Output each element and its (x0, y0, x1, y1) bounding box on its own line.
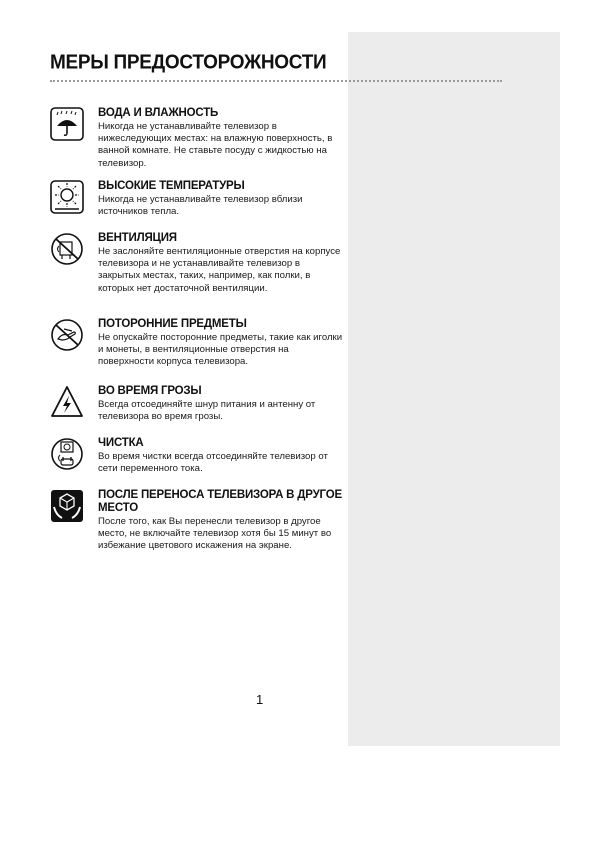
section-text: Никогда не устанавливайте телевизор в нижеследующих местах: на влажную поверхность, в ванной комнате. Не ставьте посуду с жидкостью на телевизор. (98, 121, 333, 169)
umbrella-rain-icon (50, 107, 84, 141)
section-text: Никогда не устанавливайте телевизор вблизи источников тепла. (98, 194, 303, 218)
section-title: ВЫСОКИЕ ТЕМПЕРАТУРЫ (98, 180, 245, 192)
section-text: Во время чистки всегда отсоединяйте телевизор от сети переменного тока. (98, 451, 328, 475)
section-title: ПОТОРОННИЕ ПРЕДМЕТЫ (98, 318, 247, 330)
section-title: ПОСЛЕ ПЕРЕНОСА ТЕЛЕВИЗОРА В ДРУГОЕ МЕСТО (98, 489, 342, 514)
carry-box-icon (50, 489, 84, 523)
unplug-cleaning-icon (50, 437, 84, 471)
page-title: МЕРЫ ПРЕДОСТОРОЖНОСТИ (50, 51, 327, 74)
sun-heat-icon (50, 180, 84, 214)
no-ventilation-block-icon (50, 232, 84, 266)
section-title: ВОДА И ВЛАЖНОСТЬ (98, 107, 219, 119)
section-text: После того, как Вы перенесли телевизор в другое место, не включайте телевизор хотя бы 15 минут во избежание цветового искажения на экране. (98, 516, 332, 552)
section-text: Не опускайте посторонние предметы, такие как иголки и монеты, в вентиляционные отверстия на поверхности корпуса телевизора. (98, 332, 343, 368)
dotted-divider (50, 80, 502, 82)
page-number: 1 (256, 692, 264, 707)
lightning-warning-icon (50, 385, 84, 419)
section-title: ВЕНТИЛЯЦИЯ (98, 232, 177, 244)
section-title: ЧИСТКА (98, 437, 144, 449)
side-panel (348, 32, 560, 746)
section-text: Всегда отсоединяйте шнур питания и антенну от телевизора во время грозы. (98, 399, 316, 423)
section-title: ВО ВРЕМЯ ГРОЗЫ (98, 385, 202, 397)
no-foreign-objects-icon (50, 318, 84, 352)
section-text: Не заслоняйте вентиляционные отверстия на корпусе телевизора и не устанавливайте телевизор в закрытых местах, таких, например, как полки, в которых нет достаточной вентиляции. (98, 246, 341, 294)
